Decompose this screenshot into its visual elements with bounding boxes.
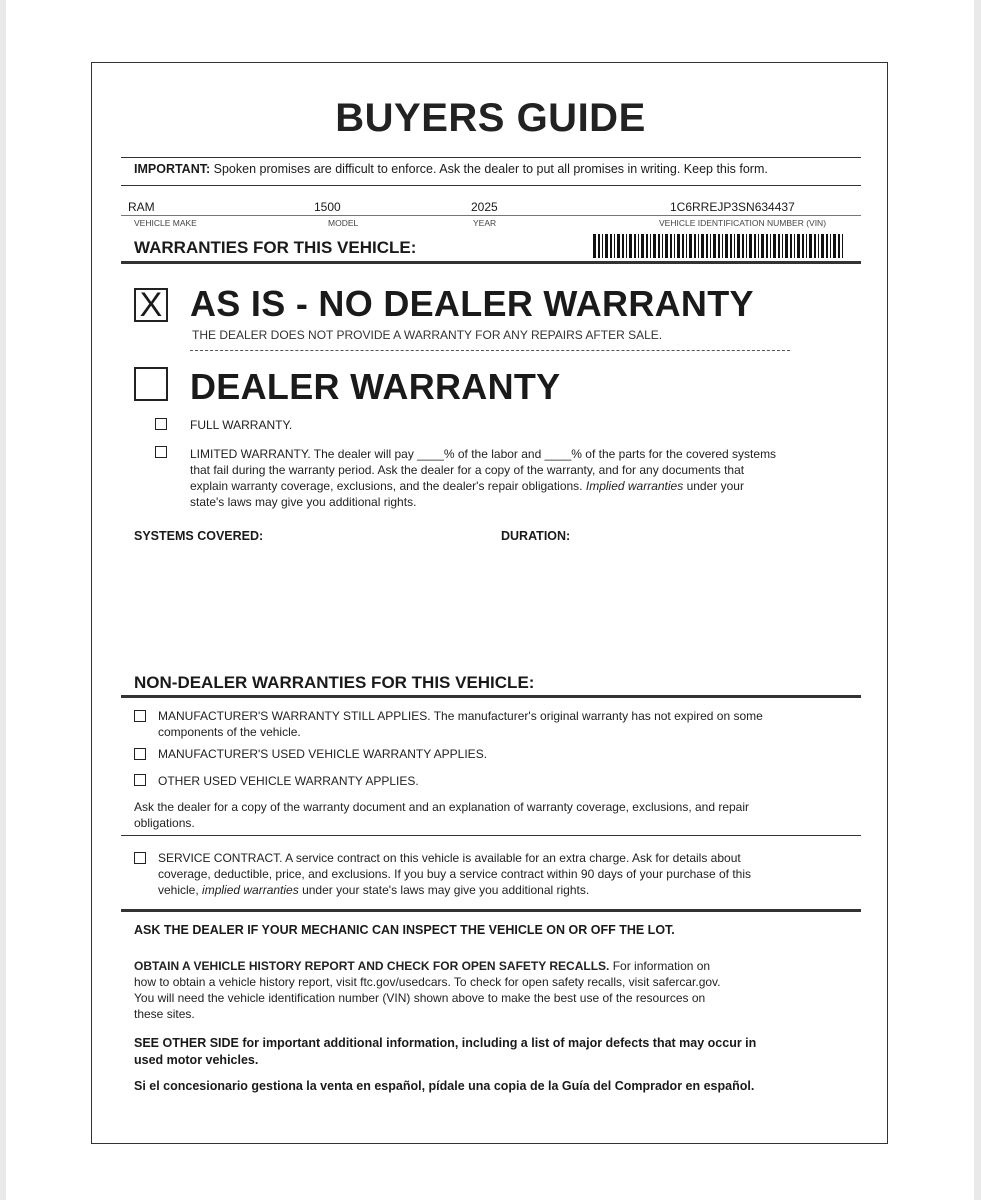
service-line-2: coverage, deductible, price, and exclusions. If you buy a service contract within 90 days of your purchase of this bbox=[158, 867, 751, 881]
as-is-subtext: THE DEALER DOES NOT PROVIDE A WARRANTY FOR ANY REPAIRS AFTER SALE. bbox=[192, 328, 663, 342]
divider bbox=[121, 695, 861, 698]
vehicle-make: RAM bbox=[128, 200, 155, 214]
barcode-icon bbox=[593, 234, 843, 258]
service-line-3a: vehicle, bbox=[158, 883, 199, 897]
divider bbox=[121, 215, 861, 216]
note-line-1: Ask the dealer for a copy of the warranty document and an explanation of warranty coverage, exclusions, and repair bbox=[134, 800, 750, 814]
used-vehicle-warranty-text: MANUFACTURER'S USED VEHICLE WARRANTY APPLIES. bbox=[158, 747, 488, 761]
page-title: BUYERS GUIDE bbox=[335, 96, 646, 140]
full-warranty-checkbox[interactable] bbox=[155, 418, 167, 430]
dealer-warranty-heading: DEALER WARRANTY bbox=[190, 366, 561, 407]
implied-warranties-italic: implied warranties bbox=[202, 883, 299, 897]
make-label: VEHICLE MAKE bbox=[134, 218, 197, 228]
history-line-4: these sites. bbox=[134, 1007, 195, 1021]
note-line-2: obligations. bbox=[134, 816, 195, 830]
divider bbox=[121, 835, 861, 836]
history-line-1 bbox=[134, 958, 854, 974]
year-label: YEAR bbox=[473, 218, 497, 228]
limited-warranty-text bbox=[190, 446, 850, 510]
non-dealer-line-2: components of the vehicle. bbox=[158, 725, 301, 739]
implied-warranties-italic: Implied warranties bbox=[585, 479, 684, 493]
history-bold: OBTAIN A VEHICLE HISTORY REPORT AND CHECK FOR OPEN SAFETY RECALLS. bbox=[134, 959, 610, 973]
important-text: Spoken promises are difficult to enforce. Ask the dealer to put all promises in writing. Keep this form. bbox=[213, 162, 768, 176]
non-dealer-heading: NON-DEALER WARRANTIES FOR THIS VEHICLE: bbox=[134, 673, 535, 692]
systems-covered-label: SYSTEMS COVERED: bbox=[134, 529, 264, 543]
see-other-side-notice bbox=[134, 1035, 854, 1069]
warranties-heading: WARRANTIES FOR THIS VEHICLE: bbox=[134, 238, 417, 257]
service-line-3b: under your state's laws may give you additional rights. bbox=[302, 883, 590, 897]
service-contract-text bbox=[158, 850, 858, 898]
limited-line-2: that fail during the warranty period. Ask the dealer for a copy of the warranty, and for any documents that bbox=[190, 463, 745, 477]
service-contract-checkbox[interactable] bbox=[134, 852, 146, 864]
dealer-warranty-checkbox[interactable] bbox=[134, 367, 168, 401]
service-line-1: SERVICE CONTRACT. A service contract on this vehicle is available for an extra charge. Ask for details about bbox=[158, 851, 741, 865]
as-is-checkbox[interactable] bbox=[134, 288, 168, 322]
full-warranty-label: FULL WARRANTY. bbox=[190, 418, 293, 432]
limited-line-3b: under your bbox=[686, 479, 744, 493]
limited-line-4: state's laws may give you additional rights. bbox=[190, 495, 417, 509]
vehicle-year: 2025 bbox=[471, 200, 498, 214]
divider bbox=[121, 261, 861, 264]
non-dealer-line-1: MANUFACTURER'S WARRANTY STILL APPLIES. The manufacturer's original warranty has not expired on some bbox=[158, 709, 763, 723]
spanish-notice: Si el concesionario gestiona la venta en español, pídale una copia de la Guía del Comprador en español. bbox=[134, 1079, 755, 1093]
divider bbox=[121, 185, 861, 186]
vehicle-vin: 1C6RREJP3SN634437 bbox=[670, 200, 795, 214]
service-line-3 bbox=[158, 882, 858, 898]
as-is-check-mark: X bbox=[139, 286, 163, 324]
see-other-line-1: SEE OTHER SIDE for important additional information, including a list of major defects that may occur in bbox=[134, 1036, 757, 1050]
vin-label: VEHICLE IDENTIFICATION NUMBER (VIN) bbox=[659, 218, 827, 228]
vehicle-model: 1500 bbox=[314, 200, 341, 214]
manufacturer-warranty-checkbox[interactable] bbox=[134, 710, 146, 722]
divider bbox=[121, 909, 861, 912]
limited-line-3a: explain warranty coverage, exclusions, and the dealer's repair obligations. bbox=[190, 479, 583, 493]
history-line-3: You will need the vehicle identification number (VIN) shown above to make the best use of the resources on bbox=[134, 991, 706, 1005]
dashed-separator bbox=[190, 350, 790, 351]
model-label: MODEL bbox=[328, 218, 359, 228]
other-warranty-checkbox[interactable] bbox=[134, 774, 146, 786]
as-is-heading: AS IS - NO DEALER WARRANTY bbox=[190, 283, 754, 324]
mechanic-inspect-notice: ASK THE DEALER IF YOUR MECHANIC CAN INSPECT THE VEHICLE ON OR OFF THE LOT. bbox=[134, 923, 675, 937]
divider bbox=[121, 157, 861, 158]
vehicle-history-notice bbox=[134, 958, 854, 1022]
duration-label: DURATION: bbox=[501, 529, 571, 543]
important-label: IMPORTANT: bbox=[134, 162, 211, 176]
limited-line-3 bbox=[190, 478, 850, 494]
history-line-1b: For information on bbox=[612, 959, 711, 973]
used-vehicle-warranty-checkbox[interactable] bbox=[134, 748, 146, 760]
see-other-line-2: used motor vehicles. bbox=[134, 1053, 259, 1067]
important-notice bbox=[134, 162, 768, 176]
other-warranty-text: OTHER USED VEHICLE WARRANTY APPLIES. bbox=[158, 774, 419, 788]
limited-warranty-checkbox[interactable] bbox=[155, 446, 167, 458]
warranty-copy-note bbox=[134, 799, 854, 831]
history-line-2: how to obtain a vehicle history report, visit ftc.gov/usedcars. To check for open safety recalls, visit safercar.gov. bbox=[134, 975, 721, 989]
limited-line-1: LIMITED WARRANTY. The dealer will pay ____% of the labor and ____% of the parts for the covered systems bbox=[190, 447, 777, 461]
manufacturer-warranty-text bbox=[158, 708, 858, 740]
